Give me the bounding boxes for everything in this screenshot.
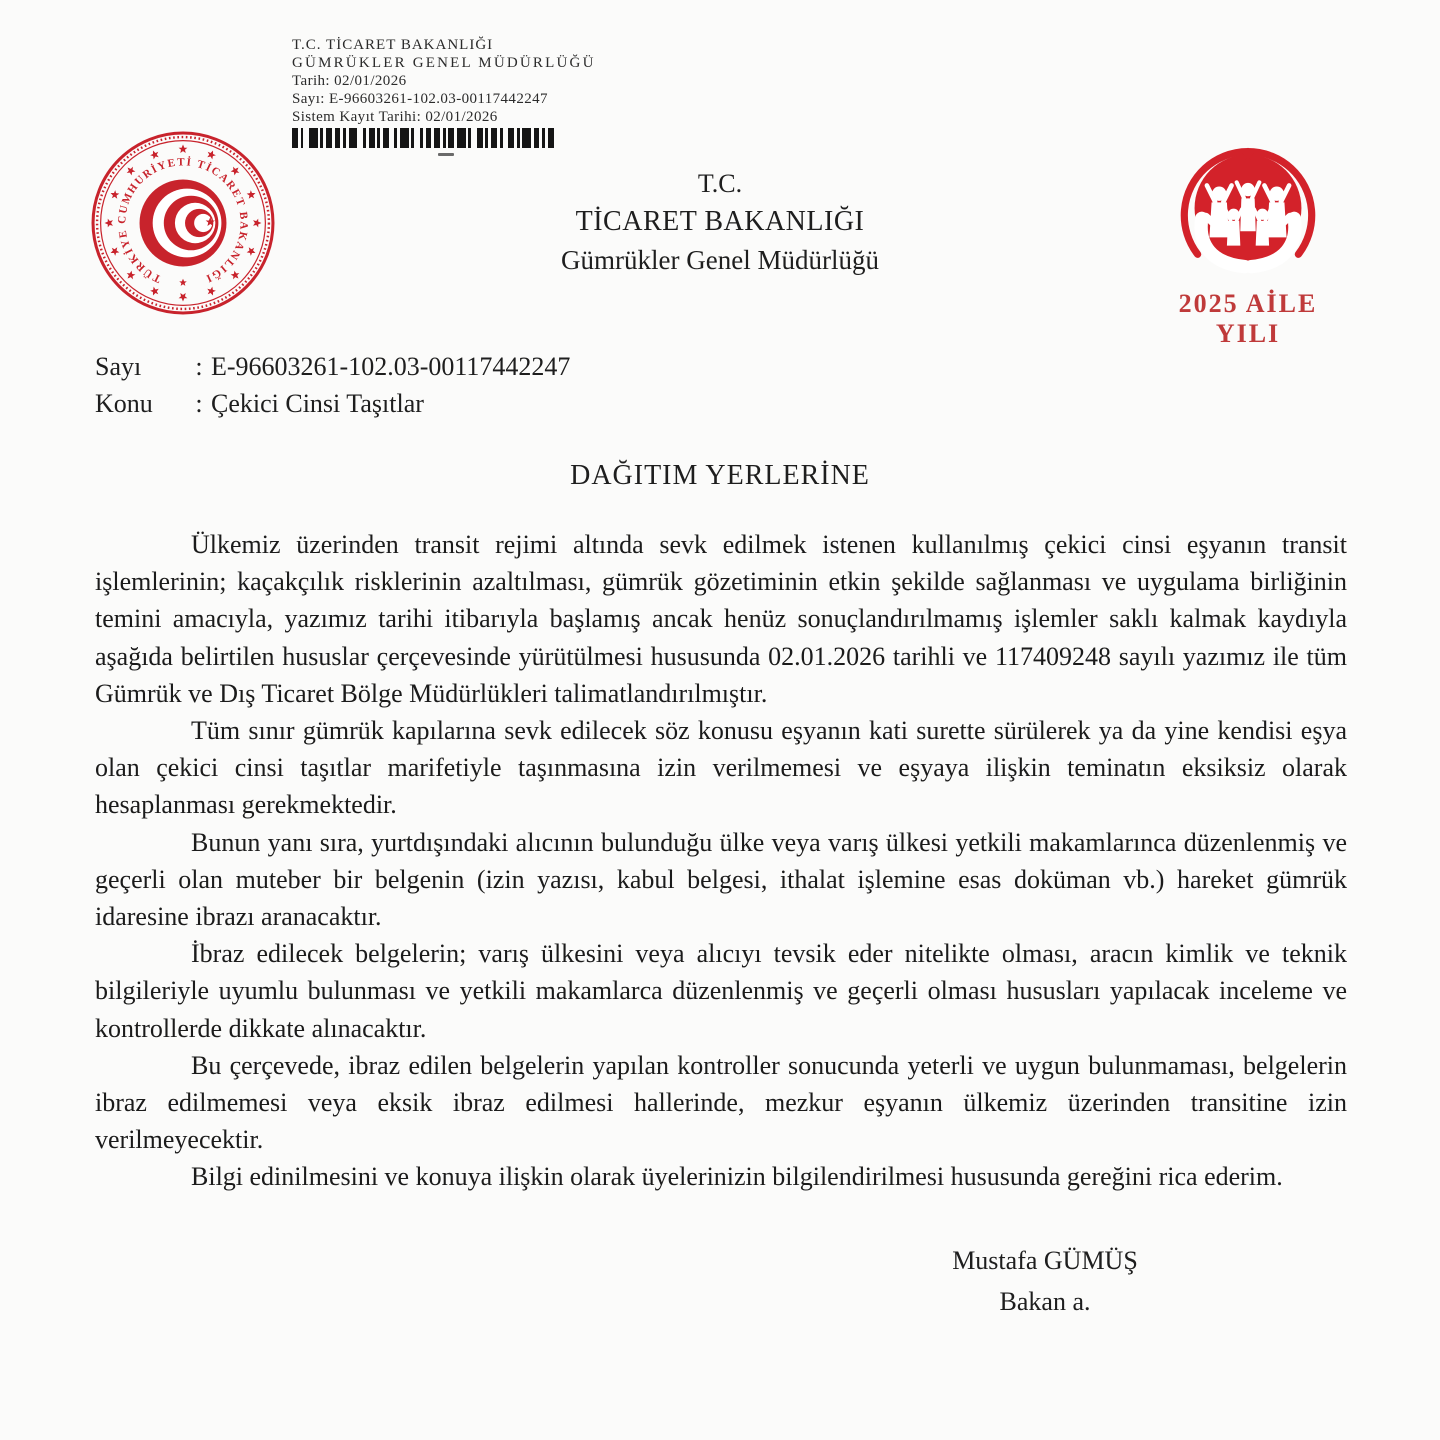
konu-row: [95, 385, 570, 422]
emblem-circular-text: TÜRKİYE CUMHURİYETİ TİCARET BAKANLIĞI: [116, 156, 250, 285]
family-year-caption: 2025 AİLE YILI: [1178, 289, 1318, 348]
letterhead: [420, 166, 1020, 278]
sayi-label: Sayı: [95, 352, 142, 381]
registry-stamp: [292, 36, 596, 126]
letter-body: [95, 526, 1347, 1196]
paragraph-3: Bunun yanı sıra, yurtdışındaki alıcının bulunduğu ülke veya varış ülkesi yetkili makamlarınca düzenlenmiş ve geçerli olan muteber bir belgenin (izin yazısı, kabul belgesi, ithalat işlemine esas doküman vb.) hareket gümrük idaresine ibrazı aranacaktır.: [95, 827, 1347, 932]
signature-block: [845, 1240, 1245, 1322]
konu-value: Çekici Cinsi Taşıtlar: [211, 389, 424, 418]
letterhead-department: Gümrükler Genel Müdürlüğü: [561, 245, 879, 275]
letterhead-tc: T.C.: [697, 169, 743, 198]
signer-title: Bakan a.: [999, 1287, 1091, 1316]
signer-name: Mustafa GÜMÜŞ: [952, 1246, 1138, 1275]
stamp-directorate: GÜMRÜKLER GENEL MÜDÜRLÜĞÜ: [292, 55, 596, 71]
distribution-title: DAĞITIM YERLERİNE: [570, 460, 870, 491]
ministry-of-trade-emblem: [90, 130, 276, 316]
sayi-colon: :: [195, 352, 203, 381]
konu-label: Konu: [95, 389, 153, 418]
stamp-date: Tarih: 02/01/2026: [292, 73, 407, 89]
ministry-emblem-icon: [90, 130, 276, 316]
document-meta: [95, 348, 570, 422]
paragraph-5: Bu çerçevede, ibraz edilen belgelerin yapılan kontroller sonucunda yeterli ve uygun bulunmaması, belgelerin ibraz edilmemesi veya eksik ibraz edilmesi hallerinde, mezkur eşyanın ülkemiz üzerinden transitine izin verilmeyecektir.: [95, 1050, 1347, 1155]
paragraph-2: Tüm sınır gümrük kapılarına sevk edilecek söz konusu eşyanın kati surette sürülerek ya da yine kendisi eşya olan çekici cinsi taşıtlar marifetiyle taşınmasına izin verilmemesi ve eşyaya ilişkin teminatın eksiksiz olarak hesaplanması gerekmektedir.: [95, 716, 1347, 820]
konu-colon: :: [195, 389, 203, 418]
stamp-ministry: T.C. TİCARET BAKANLIĞI: [292, 37, 494, 53]
stamp-number: Sayı: E-96603261-102.03-00117442247: [292, 91, 548, 107]
paragraph-1: Ülkemiz üzerinden transit rejimi altında sevk edilmek istenen kullanılmış çekici cinsi eşyanın transit işlemlerinin; kaçakçılık risklerinin azaltılması, gümrük gözetiminin etkin şekilde sağlanması ve uygulama birliğinin temini amacıyla, yazımız tarihi itibarıyla başlamış ancak henüz sonuçlandırılmamış işlemler saklı kalmak kaydıyla aşağıda belirtilen hususlar çerçevesinde yürütülmesi hususunda 02.01.2026 tarihli ve 117409248 sayılı yazımız ile tüm Gümrük ve Dış Ticaret Bölge Müdürlükleri talimatlandırılmıştır.: [95, 530, 1347, 708]
paragraph-4: İbraz edilecek belgelerin; varış ülkesini veya alıcıyı tevsik eder nitelikte olması, aracın kimlik ve teknik bilgileriyle uyumlu bulunması ve yetkili makamlarca düzenlenmiş ve geçerli olması hususları yapılacak inceleme ve kontrollerde dikkate alınacaktır.: [95, 939, 1347, 1043]
stamp-system-date: Sistem Kayıt Tarihi: 02/01/2026: [292, 109, 498, 125]
sayi-value: E-96603261-102.03-00117442247: [211, 352, 571, 381]
barcode-dash: [438, 153, 454, 156]
closing-paragraph: Bilgi edinilmesini ve konuya ilişkin olarak üyelerinizin bilgilendirilmesi hususunda gereğini rica ederim.: [191, 1162, 1283, 1192]
letterhead-ministry: TİCARET BAKANLIĞI: [575, 206, 865, 237]
barcode: [292, 128, 559, 148]
family-year-emblem: [1160, 130, 1336, 349]
sayi-row: [95, 348, 570, 385]
family-year-icon: [1160, 130, 1336, 280]
